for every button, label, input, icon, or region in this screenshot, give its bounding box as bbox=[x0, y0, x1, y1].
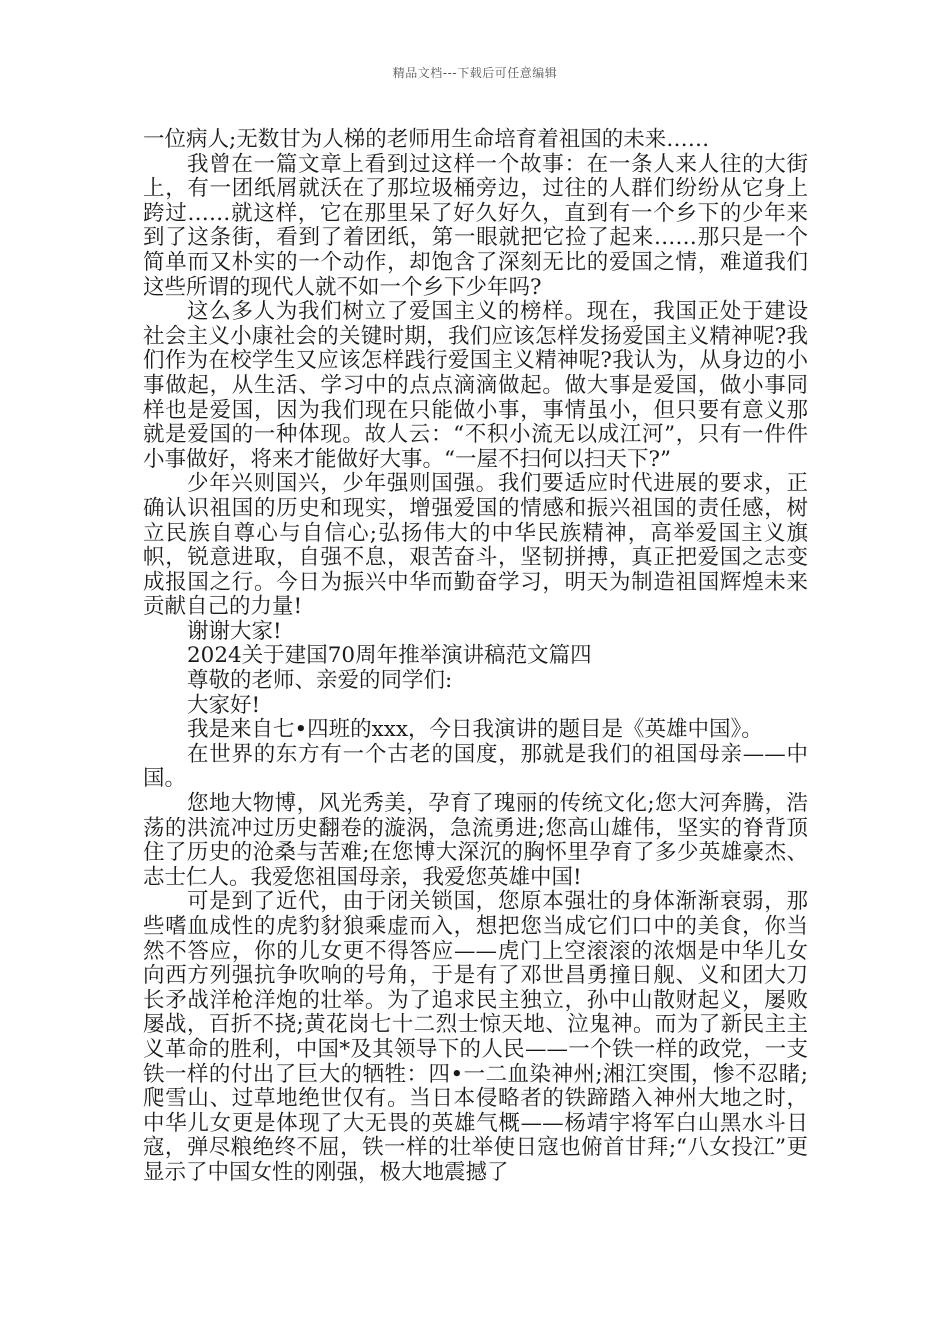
paragraph: 少年兴则国兴，少年强则国强。我们要适应时代进展的要求，正确认识祖国的历史和现实，增强爱国的情感和振兴祖国的责任感，树立民族自尊心与自信心;弘扬伟大的中华民族精神，高举爱国主义旗帜，锐意进取，自强不息，艰苦奋斗，坚韧拼搏，真正把爱国之志变成报国之行。今日为振兴中华而勤奋学习，明天为制造祖国辉煌未来贡献自己的力量! bbox=[143, 471, 808, 620]
section-title: 2024关于建国70周年推举演讲稿范文篇四 bbox=[187, 643, 592, 669]
document-body bbox=[143, 128, 808, 1186]
paragraph: 一位病人;无数甘为人梯的老师用生命培育着祖国的未来…… bbox=[143, 127, 710, 152]
paragraph: 您地大物博，风光秀美，孕育了瑰丽的传统文化;您大河奔腾，浩荡的洪流冲过历史翻卷的漩涡，急流勇进;您高山雄伟，坚实的脊背顶住了历史的沧桑与苦难;在您博大深沉的胸怀里孕育了多少英雄豪杰、志士仁人。我爱您祖国母亲，我爱您英雄中国! bbox=[143, 791, 808, 890]
paragraph: 我曾在一篇文章上看到过这样一个故事：在一条人来人往的大街上，有一团纸屑就沃在了那垃圾桶旁边，过往的人群们纷纷从它身上跨过……就这样，它在那里呆了好久好久，直到有一个乡下的少年来到了这条街，看到了着团纸，第一眼就把它捡了起来……那只是一个简单而又朴实的一个动作，却饱含了深刻无比的爱国之情，难道我们这些所谓的现代人就不如一个乡下少年吗? bbox=[143, 151, 808, 300]
paragraph: 可是到了近代，由于闭关锁国，您原本强壮的身体渐渐衰弱，那些嗜血成性的虎豹豺狼乘虚而入，想把您当成它们口中的美食，你当然不答应，你的儿女更不得答应——虎门上空滚滚的浓烟是中华儿女向西方列强抗争吹响的号角，于是有了邓世昌勇撞日舰、义和团大刀长矛战洋枪洋炮的壮举。为了追求民主独立，孙中山散财起义，屡败屡战，百折不挠;黄花岗七十二烈士惊天地、泣鬼神。而为了新民主主义革命的胜利，中国*及其领导下的人民——一个铁一样的政党，一支铁一样的付出了巨大的牺牲：四•一二血染神州;湘江突围，惨不忍睹;爬雪山、过草地绝世仅有。当日本侵略者的铁蹄踏入神州大地之时，中华儿女更是体现了大无畏的英雄气概——杨靖宇将军白山黑水斗日寇，弹尽粮绝终不屈，铁一样的壮举使日寇也俯首甘拜;“八女投江”更显示了中国女性的刚强，极大地震撼了 bbox=[143, 889, 808, 1185]
page-header: 精品文档---下载后可任意编辑 bbox=[392, 66, 558, 80]
salutation: 尊敬的老师、亲爱的同学们: bbox=[187, 668, 453, 694]
greeting: 大家好! bbox=[187, 692, 261, 718]
paragraph: 这么多人为我们树立了爱国主义的榜样。现在，我国正处于建设社会主义小康社会的关键时期，我们应该怎样发扬爱国主义精神呢?我们作为在校学生又应该怎样践行爱国主义精神呢?我认为，从身边的小事做起，从生活、学习中的点点滴滴做起。做大事是爱国，做小事同样也是爱国，因为我们现在只能做小事，事情虽小，但只要有意义那就是爱国的一种体现。故人云：“不积小流无以成江河”，只有一件件小事做好，将来才能做好大事。“一屋不扫何以扫天下?” bbox=[143, 299, 808, 472]
paragraph: 在世界的东方有一个古老的国度，那就是我们的祖国母亲——中国。 bbox=[143, 741, 808, 792]
paragraph: 我是来自七•四班的xxx，今日我演讲的题目是《英雄中国》。 bbox=[187, 717, 763, 743]
paragraph: 谢谢大家! bbox=[187, 618, 282, 644]
